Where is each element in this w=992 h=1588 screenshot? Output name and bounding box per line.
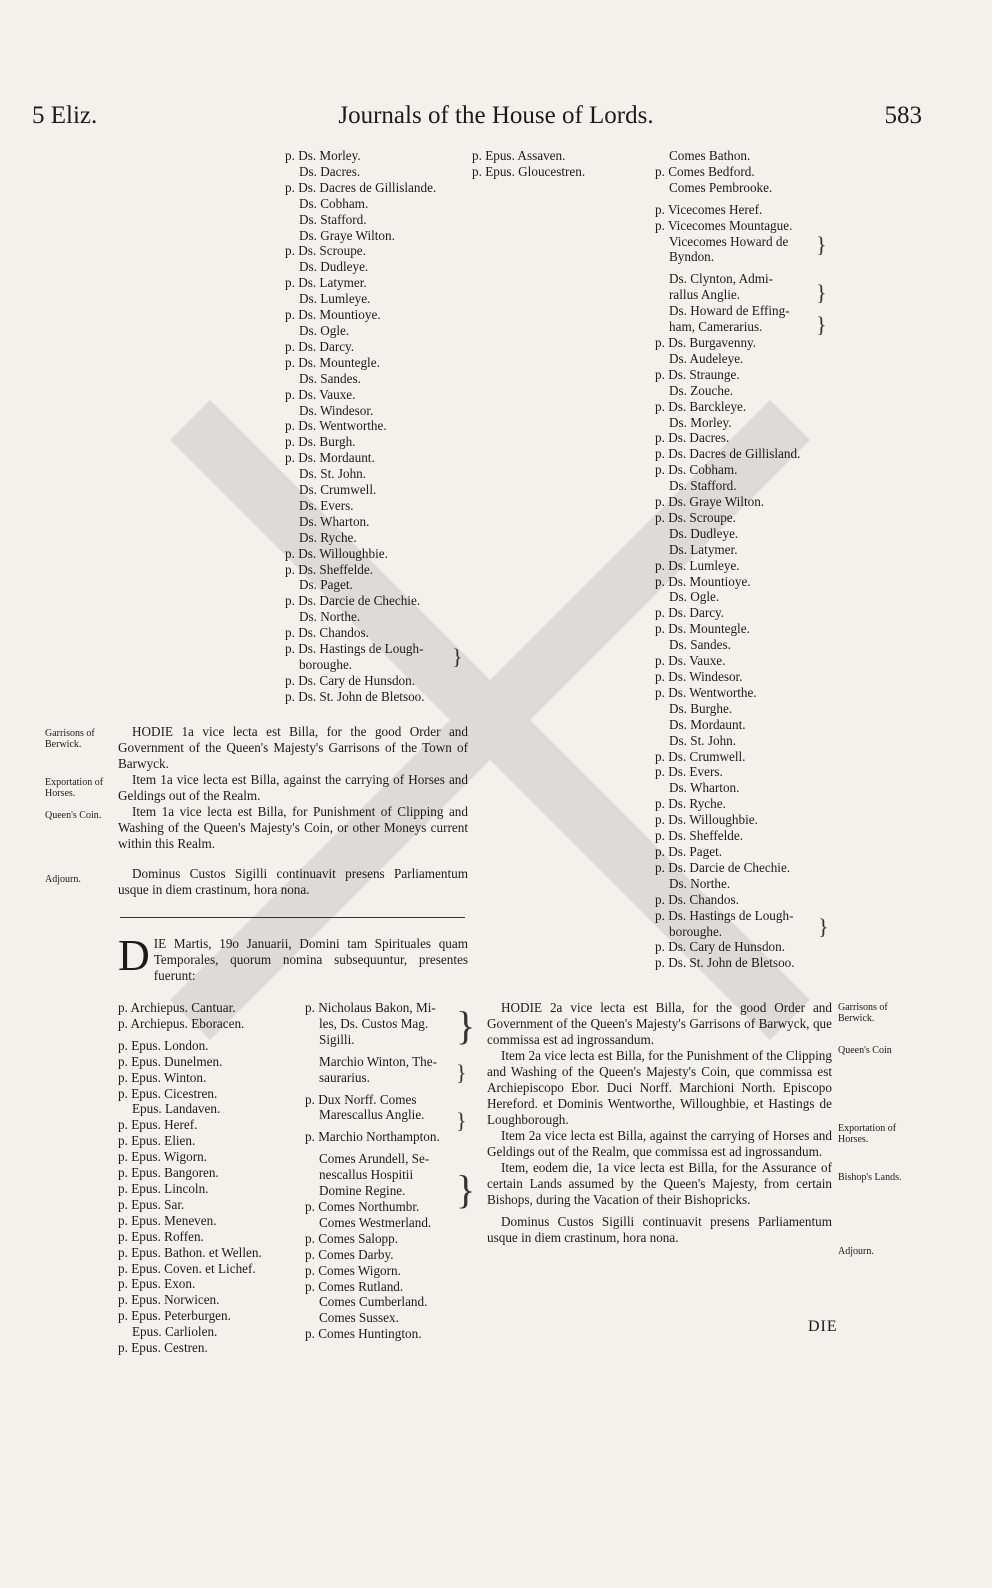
attendance-entry: p. Epus. Gloucestren.	[472, 163, 586, 179]
attendance-entry: Ds. Morley.	[669, 414, 732, 430]
attendance-entry: Ds. Sandes.	[669, 637, 731, 653]
attendance-entry: Epus. Landaven.	[132, 1101, 221, 1117]
attendance-entry: Ds. Crumwell.	[299, 482, 377, 498]
attendance-entry: p. Ds. Scroupe.	[655, 509, 736, 525]
attendance-entry: p. Ds. Mountegle.	[655, 621, 750, 637]
attendance-entry: Comes Bathon.	[669, 148, 751, 163]
margin-note: Adjourn.	[45, 874, 81, 885]
margin-note: Bishop's Lands.	[838, 1172, 902, 1183]
attendance-entry: Ds. Mordaunt.	[669, 716, 746, 732]
drop-cap: D	[118, 931, 150, 980]
entry-paragraph: Item, eodem die, 1a vice lecta est Billa, for the Assurance of certain Lands assumed by the Queen's Majesty, from certain Bishops, during the Vacation of their Bishopricks.	[487, 1160, 832, 1207]
attendance-entry: Comes Pembrooke.	[669, 179, 773, 195]
attendance-entry: p. Epus. Dunelmen.	[118, 1053, 223, 1069]
attendance-entry: Marchio Winton, The-	[319, 1053, 438, 1069]
attendance-entry: p. Ds. Willoughbie.	[285, 545, 388, 561]
attendance-entry: Ds. Windesor.	[299, 402, 374, 418]
attendance-entry: les, Ds. Custos Mag.	[319, 1015, 429, 1031]
attendance-entry: Ds. Dudleye.	[669, 525, 739, 541]
attendance-entry: Ds. St. John.	[669, 732, 737, 748]
attendance-entry: p. Epus. Norwicen.	[118, 1292, 220, 1308]
attendance-entry: p. Ds. Darcy.	[655, 605, 725, 621]
left-entries	[118, 724, 468, 898]
attendance-entry: p. Archiepus. Cantuar.	[118, 1000, 236, 1015]
entry-paragraph: Item 1a vice lecta est Billa, for Punishment of Clipping and Washing of the Queen's Majesty's Coin, or other Moneys current within this Realm.	[118, 804, 468, 851]
margin-note: Exportation of Horses.	[838, 1123, 897, 1145]
attendance-entry: p. Epus. Wigorn.	[118, 1149, 207, 1165]
attendance-entry: Ds. Northe.	[299, 609, 361, 625]
attendance-entry: p. Ds. Mountioye.	[285, 307, 381, 323]
attendance-entry: Ds. Northe.	[669, 875, 731, 891]
attendance-entry: p. Ds. Paget.	[655, 843, 723, 859]
attendance-entry: Ds. Paget.	[299, 577, 353, 593]
brace: }	[456, 1167, 476, 1212]
attendance-entry: Ds. Wharton.	[299, 513, 370, 529]
brace: }	[816, 312, 827, 337]
die-martis-heading	[118, 931, 468, 984]
attendance-entry: p. Epus. Meneven.	[118, 1212, 217, 1228]
attendance-entry: boroughe.	[669, 923, 723, 939]
entry-paragraph: HODIE 2a vice lecta est Billa, for the good Order and Government of the Queen's Majesty's Garrisons of Barwyck, que commissa est ad ingrossandum.	[487, 1000, 832, 1047]
brace: }	[818, 914, 829, 939]
attendance-entry: Ds. Dudleye.	[299, 259, 369, 275]
attendance-entry: p. Ds. Crumwell.	[655, 748, 746, 764]
attendance-entry: Marescallus Anglie.	[319, 1107, 425, 1123]
attendance-entry: p. Ds. Mountegle.	[285, 354, 380, 370]
attendance-entry: p. Ds. Graye Wilton.	[655, 494, 765, 510]
attendance-entry: p. Ds. St. John de Bletsoo.	[285, 688, 425, 704]
attendance-entry: Sigilli.	[319, 1031, 355, 1047]
attendance-entry: p. Epus. Coven. et Lichef.	[118, 1260, 256, 1276]
running-head-title: Journals of the House of Lords.	[338, 102, 654, 129]
attendance-list-top-left	[285, 148, 485, 705]
attendance-entry: p. Epus. Peterburgen.	[118, 1308, 231, 1324]
attendance-entry: Comes Sussex.	[319, 1310, 399, 1326]
attendance-entry: p. Epus. Elien.	[118, 1133, 196, 1149]
attendance-entry: p. Epus. London.	[118, 1037, 209, 1053]
attendance-entry: Ds. Ogle.	[669, 589, 720, 605]
attendance-entry: p. Ds. Scroupe.	[285, 243, 366, 259]
attendance-entry: p. Ds. Windesor.	[655, 669, 743, 684]
attendance-entry: Ds. Burghe.	[669, 700, 733, 716]
attendance-entry: Ds. Zouche.	[669, 382, 734, 398]
attendance-entry: p. Ds. Latymer.	[285, 275, 367, 291]
attendance-entry: Byndon.	[669, 249, 715, 265]
attendance-entry: p. Epus. Sar.	[118, 1196, 185, 1212]
attendance-entry: p. Epus. Lincoln.	[118, 1180, 209, 1196]
attendance-entry: p. Ds. Lumleye.	[655, 557, 740, 573]
brace: }	[816, 232, 827, 257]
section-rule	[120, 917, 465, 918]
attendance-entry: p. Archiepus. Eboracen.	[118, 1015, 245, 1031]
attendance-entry: saurarius.	[319, 1069, 370, 1085]
right-entries	[487, 1000, 832, 1246]
attendance-entry: p. Epus. Heref.	[118, 1117, 198, 1133]
entry-paragraph: Item 1a vice lecta est Billa, against the carrying of Horses and Geldings out of the Realm.	[118, 772, 468, 803]
attendance-entry: p. Epus. Exon.	[118, 1276, 196, 1292]
attendance-entry: Comes Arundell, Se-	[319, 1151, 430, 1167]
attendance-entry: p. Epus. Winton.	[118, 1069, 207, 1085]
attendance-entry: p. Ds. Darcie de Chechie.	[285, 593, 421, 609]
attendance-entry: p. Ds. Darcy.	[285, 338, 355, 354]
attendance-entry: p. Ds. Vauxe.	[655, 653, 726, 669]
attendance-entry: Comes Cumberland.	[319, 1294, 428, 1310]
attendance-list-bottom-middle	[305, 1000, 470, 1342]
entry-paragraph: HODIE 1a vice lecta est Billa, for the good Order and Government of the Queen's Majesty's Garrisons of the Town of Barwyck.	[118, 724, 468, 771]
attendance-entry: Ds. Clynton, Admi-	[669, 271, 774, 287]
attendance-entry: Ds. Graye Wilton.	[299, 227, 395, 243]
attendance-entry: p. Epus. Bangoren.	[118, 1165, 219, 1181]
attendance-entry: Ds. Ogle.	[299, 322, 350, 338]
brace: }	[816, 280, 827, 305]
attendance-entry: p. Ds. Vauxe.	[285, 386, 356, 402]
attendance-entry: p. Ds. Ryche.	[655, 796, 726, 812]
attendance-entry: p. Nicholaus Bakon, Mi-	[305, 1000, 436, 1015]
attendance-entry: Ds. Stafford.	[299, 211, 367, 227]
attendance-entry: p. Comes Rutland.	[305, 1278, 404, 1294]
running-head-left: 5 Eliz.	[32, 102, 98, 129]
attendance-entry: p. Epus. Roffen.	[118, 1228, 204, 1244]
attendance-entry: p. Ds. Barckleye.	[655, 398, 747, 414]
attendance-entry: p. Ds. Darcie de Chechie.	[655, 859, 791, 875]
attendance-entry: p. Ds. Cary de Hunsdon.	[655, 939, 786, 955]
attendance-entry: p. Ds. Mountioye.	[655, 573, 751, 589]
attendance-entry: Ds. Cobham.	[299, 195, 369, 211]
entry-paragraph: Item 2a vice lecta est Billa, for the Punishment of the Clipping and Washing of the Queen's Majesty's Coin, que commissa est Archiepiscopo Ebor. Duci Norff. Marchioni North. Episcopo Hereford. et Dominis Wentworthe, Willoughbie, et Hastings de Loughborough.	[487, 1048, 832, 1127]
attendance-entry: p. Ds. Mordaunt.	[285, 450, 375, 466]
attendance-entry: p. Epus. Cicestren.	[118, 1085, 218, 1101]
brace: }	[456, 1003, 476, 1048]
attendance-entry: Epus. Carliolen.	[132, 1324, 218, 1340]
attendance-entry: p. Ds. Hastings de Lough-	[285, 641, 424, 657]
margin-note: Queen's Coin	[838, 1045, 892, 1056]
attendance-entry: Ds. Howard de Effing-	[669, 303, 790, 319]
attendance-entry: p. Ds. Burgh.	[285, 434, 356, 450]
die-martis-text: IE Martis, 19o Januarii, Domini tam Spirituales quam Temporales, quorum nomina subsequuntur, presentes fuerunt:	[153, 936, 468, 983]
attendance-entry: p. Marchio Northampton.	[305, 1129, 440, 1145]
attendance-entry: p. Ds. Wentworthe.	[655, 684, 757, 700]
attendance-entry: p. Ds. Straunge.	[655, 366, 740, 382]
attendance-entry: Ds. Stafford.	[669, 478, 737, 494]
page-number: 583	[884, 102, 922, 129]
attendance-entry: p. Epus. Assaven.	[472, 148, 566, 163]
attendance-entry: Ds. Dacres.	[299, 163, 361, 179]
entry-paragraph: Item 2a vice lecta est Billa, against the carrying of Horses and Geldings out of the Realm, que commissa est ad ingrossandum.	[487, 1128, 832, 1159]
attendance-entry: Ds. Evers.	[299, 497, 354, 513]
attendance-entry: Comes Westmerland.	[319, 1214, 432, 1230]
adjourn-paragraph: Dominus Custos Sigilli continuavit presens Parliamentum usque in diem crastinum, hora nona.	[118, 866, 468, 897]
brace: }	[456, 1060, 467, 1085]
attendance-entry: p. Comes Salopp.	[305, 1230, 399, 1246]
catchword: DIE	[808, 1318, 838, 1335]
attendance-list-right	[655, 148, 835, 971]
attendance-entry: nescallus Hospitii	[319, 1167, 414, 1183]
attendance-entry: p. Ds. Morley.	[285, 148, 361, 163]
margin-note: Garrisons of Berwick.	[45, 728, 95, 750]
attendance-entry: Ds. Ryche.	[299, 529, 357, 545]
attendance-entry: p. Ds. Sheffelde.	[285, 561, 374, 577]
attendance-entry: Ds. Sandes.	[299, 370, 361, 386]
attendance-list-top-middle	[472, 148, 652, 180]
attendance-entry: p. Ds. Wentworthe.	[285, 418, 387, 434]
attendance-entry: p. Comes Northumbr.	[305, 1198, 420, 1214]
attendance-entry: p. Ds. Dacres de Gillisland.	[655, 446, 801, 462]
attendance-entry: Ds. Lumleye.	[299, 291, 371, 307]
attendance-entry: Domine Regine.	[319, 1183, 406, 1199]
margin-note: Garrisons of Berwick.	[838, 1002, 888, 1024]
attendance-entry: Ds. Wharton.	[669, 780, 740, 796]
attendance-entry: p. Ds. St. John de Bletsoo.	[655, 955, 795, 971]
attendance-entry: boroughe.	[299, 657, 353, 672]
attendance-entry: p. Ds. Evers.	[655, 764, 723, 780]
attendance-entry: p. Vicecomes Heref.	[655, 201, 763, 217]
attendance-list-bottom-left	[118, 1000, 303, 1356]
margin-note: Queen's Coin.	[45, 810, 102, 821]
attendance-entry: ham, Camerarius.	[669, 319, 763, 335]
margin-note: Adjourn.	[838, 1246, 874, 1257]
adjourn-paragraph: Dominus Custos Sigilli continuavit presens Parliamentum usque in diem crastinum, hora nona.	[487, 1214, 832, 1245]
attendance-entry: p. Epus. Bathon. et Wellen.	[118, 1244, 262, 1260]
brace: }	[452, 644, 463, 669]
attendance-entry: p. Comes Darby.	[305, 1246, 394, 1262]
attendance-entry: p. Ds. Chandos.	[655, 891, 739, 907]
attendance-entry: Ds. Audeleye.	[669, 350, 744, 366]
attendance-entry: p. Vicecomes Mountague.	[655, 217, 793, 233]
attendance-entry: p. Dux Norff. Comes	[305, 1091, 417, 1107]
margin-note: Exportation of Horses.	[45, 777, 104, 799]
attendance-entry: p. Comes Bedford.	[655, 163, 755, 179]
attendance-entry: p. Ds. Hastings de Lough-	[655, 907, 794, 923]
attendance-entry: p. Ds. Cobham.	[655, 462, 738, 478]
attendance-entry: p. Ds. Dacres de Gillislande.	[285, 179, 437, 195]
attendance-entry: Ds. Latymer.	[669, 541, 738, 557]
attendance-entry: p. Epus. Cestren.	[118, 1340, 208, 1356]
attendance-entry: p. Ds. Burgavenny.	[655, 334, 757, 350]
attendance-entry: p. Ds. Willoughbie.	[655, 812, 758, 828]
attendance-entry: Vicecomes Howard de	[669, 233, 789, 249]
attendance-entry: p. Ds. Chandos.	[285, 625, 369, 641]
attendance-entry: p. Ds. Cary de Hunsdon.	[285, 672, 416, 688]
attendance-entry: p. Comes Huntington.	[305, 1326, 422, 1342]
attendance-entry: p. Ds. Dacres.	[655, 430, 730, 446]
attendance-entry: rallus Anglie.	[669, 287, 741, 303]
attendance-entry: p. Comes Wigorn.	[305, 1262, 401, 1278]
brace: }	[456, 1108, 467, 1133]
attendance-entry: p. Ds. Sheffelde.	[655, 828, 744, 844]
attendance-entry: Ds. St. John.	[299, 466, 367, 482]
